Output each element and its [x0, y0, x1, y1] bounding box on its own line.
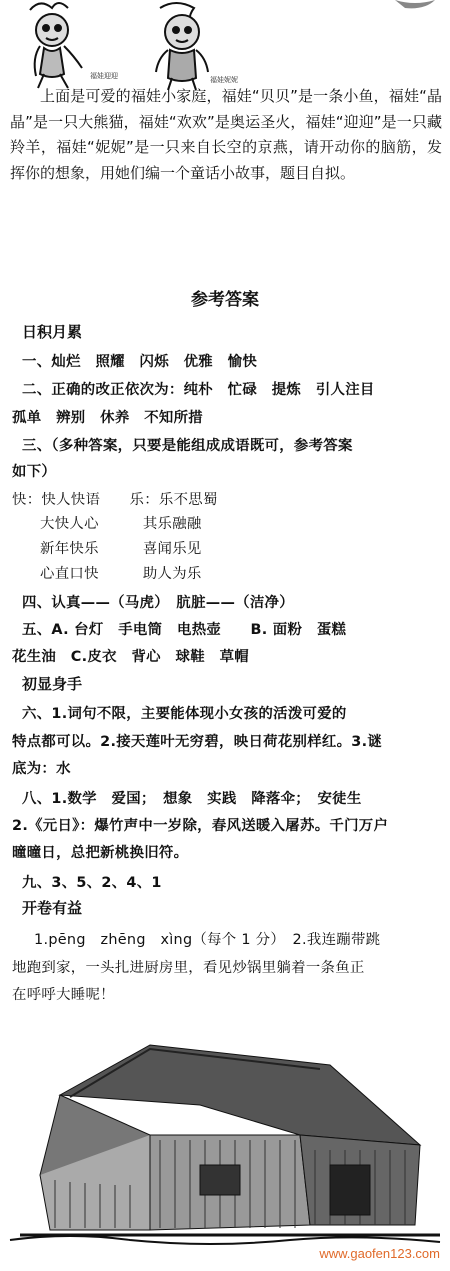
thatched-house-icon: [10, 1045, 440, 1244]
website-watermark: www.gaofen123.com: [319, 1246, 440, 1261]
mascot-nini-icon: [156, 3, 208, 90]
answer-line-nine: 九、3、5、2、4、1: [22, 875, 162, 891]
idiom-line-3: 新年快乐 喜闻乐见: [40, 541, 202, 557]
answer-line-classification: 五、A. 台灯 手电筒 电热壶 B. 面粉 蛋糕: [22, 622, 347, 638]
idiom-line-1: 快：快人快语 乐：乐不思蜀: [12, 492, 218, 508]
answer-line-5: 如下）: [12, 464, 57, 480]
answer-line-4: 三、（多种答案，只要是能组成成语既可，参考答案: [22, 438, 353, 454]
partial-figure-icon: [395, 0, 435, 8]
mascot-left-caption: 福娃迎迎: [90, 72, 118, 80]
answer-line-eight-3: 曈曈日，总把新桃换旧符。: [12, 845, 189, 861]
answer-line-1: 一、灿烂 照耀 闪烁 优雅 愉快: [22, 354, 258, 370]
idiom-line-2: 大快人心 其乐融融: [40, 516, 202, 532]
mascot-yingying-icon: [30, 3, 82, 88]
section-heading-practice: 初显身手: [22, 675, 83, 693]
answer-line-reading-1: 1.pēng zhēng xìng（每个 1 分） 2.我连蹦带跳: [34, 932, 381, 948]
answer-line-classification-cont: 花生油 C.皮衣 背心 球鞋 草帽: [12, 649, 249, 665]
house-illustration: [0, 1025, 450, 1245]
section-heading-reading: 开卷有益: [22, 899, 83, 917]
answer-line-six-1: 六、1.词句不限，主要能体现小女孩的活泼可爱的: [22, 706, 347, 722]
answer-line-eight-1: 八、1.数学 爱国； 想象 实践 降落伞； 安徒生: [22, 791, 362, 807]
answer-line-reading-2: 地跑到家，一头扎进厨房里，看见炒锅里躺着一条鱼正: [12, 960, 365, 976]
mascot-right-caption: 福娃妮妮: [210, 76, 238, 84]
answer-line-3: 孤单 辨别 休养 不知所措: [12, 410, 203, 426]
story-prompt-paragraph: 上面是可爱的福娃小家庭，福娃“贝贝”是一条小鱼，福娃“晶晶”是一只大熊猫，福娃“欢欢”是奥运圣火，福娃“迎迎”是一只藏羚羊，福娃“妮妮”是一只来自长空的京燕，请开动你的脑筋，发挥你的想象，用她们编一个童话小故事，题目自拟。: [10, 87, 442, 182]
answer-line-six-2: 特点都可以。2.接天莲叶无穷碧，映日荷花别样红。3.谜: [12, 734, 383, 750]
answer-line-antonyms: 四、认真——（马虎） 肮脏——（洁净）: [22, 595, 294, 611]
section-heading-accumulation: 日积月累: [22, 323, 83, 341]
answer-line-eight-2: 2.《元日》：爆竹声中一岁除，春风送暖入屠苏。千门万户: [12, 818, 389, 834]
answer-line-reading-3: 在呼呼大睡呢！: [12, 987, 115, 1003]
idiom-line-4: 心直口快 助人为乐: [40, 566, 202, 582]
mascot-illustrations: [0, 0, 450, 96]
answer-line-2: 二、正确的改正依次为：纯朴 忙碌 提炼 引人注目: [22, 382, 375, 398]
answer-key-title: 参考答案: [191, 290, 259, 310]
answer-line-six-3: 底为：水: [12, 761, 71, 777]
